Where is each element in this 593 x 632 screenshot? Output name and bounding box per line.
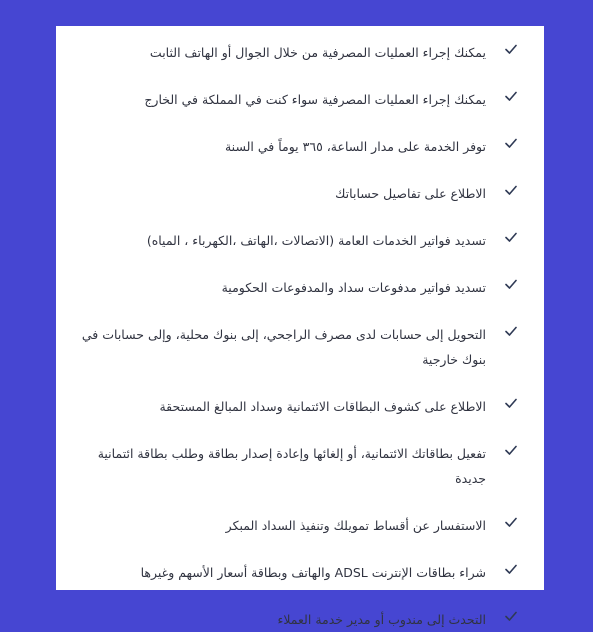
feature-text: يمكنك إجراء العمليات المصرفية من خلال الجوال أو الهاتف الثابت [149,45,486,60]
check-icon [504,396,518,410]
feature-text: يمكنك إجراء العمليات المصرفية سواء كنت في المملكة في الخارج [144,92,486,107]
list-item [70,134,518,159]
list-item [70,322,518,372]
check-icon [504,443,518,457]
list-item [70,607,518,632]
list-item [70,228,518,253]
list-item [70,181,518,206]
feature-text: التحدث إلى مندوب أو مدير خدمة العملاء [277,612,486,627]
check-icon [504,515,518,529]
features-list [70,40,518,632]
feature-text: تسديد فواتير الخدمات العامة (الاتصالات ،الهاتف ،الكهرباء ، المياه) [146,233,486,248]
feature-text: توفر الخدمة على مدار الساعة، ٣٦٥ يوماً في السنة [224,139,486,154]
check-icon [504,609,518,623]
check-icon [504,42,518,56]
check-icon [504,136,518,150]
list-item [70,275,518,300]
features-card [56,26,544,627]
check-icon [504,183,518,197]
list-item [70,394,518,419]
feature-text: الاطلاع على تفاصيل حساباتك [335,186,486,201]
feature-text: التحويل إلى حسابات لدى مصرف الراجحي، إلى بنوك محلية، وإلى حسابات في بنوك خارجية [81,327,486,367]
list-item [70,40,518,65]
check-icon [504,89,518,103]
check-icon [504,277,518,291]
check-icon [504,230,518,244]
list-item [70,560,518,585]
list-item [70,513,518,538]
feature-text: تفعيل بطاقاتك الائتمانية، أو إلغائها وإعادة إصدار بطاقة وطلب بطاقة ائتمانية جديدة [97,446,486,486]
check-icon [504,562,518,576]
list-item [70,87,518,112]
feature-text: شراء بطاقات الإنترنت ADSL والهاتف وبطاقة أسعار الأسهم وغيرها [140,565,486,580]
check-icon [504,324,518,338]
feature-text: تسديد فواتير مدفوعات سداد والمدفوعات الحكومية [221,280,486,295]
feature-text: الاستفسار عن أقساط تمويلك وتنفيذ السداد المبكر [225,518,486,533]
list-item [70,441,518,491]
feature-text: الاطلاع على كشوف البطاقات الائتمانية وسداد المبالغ المستحقة [159,399,486,414]
